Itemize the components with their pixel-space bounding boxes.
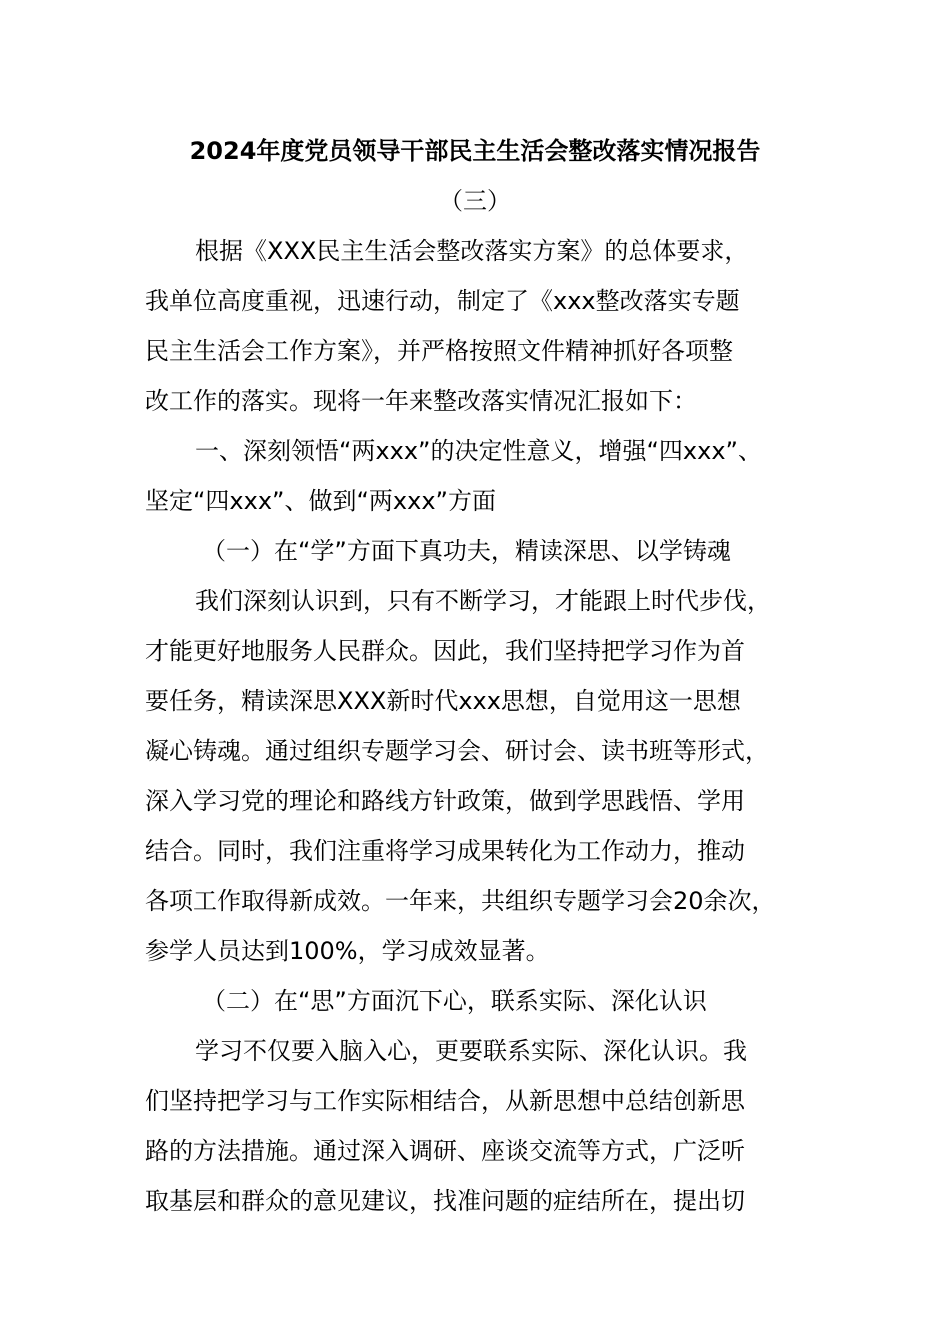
paragraph-study-line-1: 我们深刻认识到，只有不断学习，才能跟上时代步伐， (195, 587, 771, 615)
section-heading-line-2: 坚定“四xxx”、做到“两xxx”方面 (145, 487, 496, 515)
paragraph-think-line-3: 路的方法措施。通过深入调研、座谈交流等方式，广泛听 (145, 1137, 745, 1165)
paragraph-intro-line-3: 民主生活会工作方案》，并严格按照文件精神抓好各项整 (145, 337, 733, 365)
document-title: 2024年度党员领导干部民主生活会整改落实情况报告 (189, 137, 761, 165)
paragraph-study-line-8: 参学人员达到100%，学习成效显著。 (145, 937, 550, 965)
paragraph-intro-line-2: 我单位高度重视，迅速行动，制定了《xxx整改落实专题 (145, 287, 740, 315)
paragraph-study-line-5: 深入学习党的理论和路线方针政策，做到学思践悟、学用 (145, 787, 745, 815)
document-title-part: （三） (439, 187, 511, 215)
paragraph-study-line-6: 结合。同时，我们注重将学习成果转化为工作动力，推动 (145, 837, 745, 865)
paragraph-intro-line-4: 改工作的落实。现将一年来整改落实情况汇报如下： (145, 387, 697, 415)
paragraph-think-line-2: 们坚持把学习与工作实际相结合，从新思想中总结创新思 (145, 1087, 745, 1115)
paragraph-think-line-1: 学习不仅要入脑入心，更要联系实际、深化认识。我 (195, 1037, 747, 1065)
paragraph-study-line-2: 才能更好地服务人民群众。因此，我们坚持把学习作为首 (145, 637, 745, 665)
subsection-heading-2: （二）在“思”方面沉下心，联系实际、深化认识 (202, 987, 707, 1015)
section-heading-line-1: 一、深刻领悟“两xxx”的决定性意义，增强“四xxx”、 (195, 437, 762, 465)
paragraph-study-line-7: 各项工作取得新成效。一年来，共组织专题学习会20余次， (145, 887, 776, 915)
paragraph-think-line-4: 取基层和群众的意见建议，找准问题的症结所在，提出切 (145, 1187, 745, 1215)
paragraph-study-line-4: 凝心铸魂。通过组织专题学习会、研讨会、读书班等形式， (145, 737, 769, 765)
paragraph-intro-line-1: 根据《XXX民主生活会整改落实方案》的总体要求， (195, 237, 749, 265)
paragraph-study-line-3: 要任务，精读深思XXX新时代xxx思想，自觉用这一思想 (145, 687, 741, 715)
subsection-heading-1: （一）在“学”方面下真功夫，精读深思、以学铸魂 (202, 537, 731, 565)
